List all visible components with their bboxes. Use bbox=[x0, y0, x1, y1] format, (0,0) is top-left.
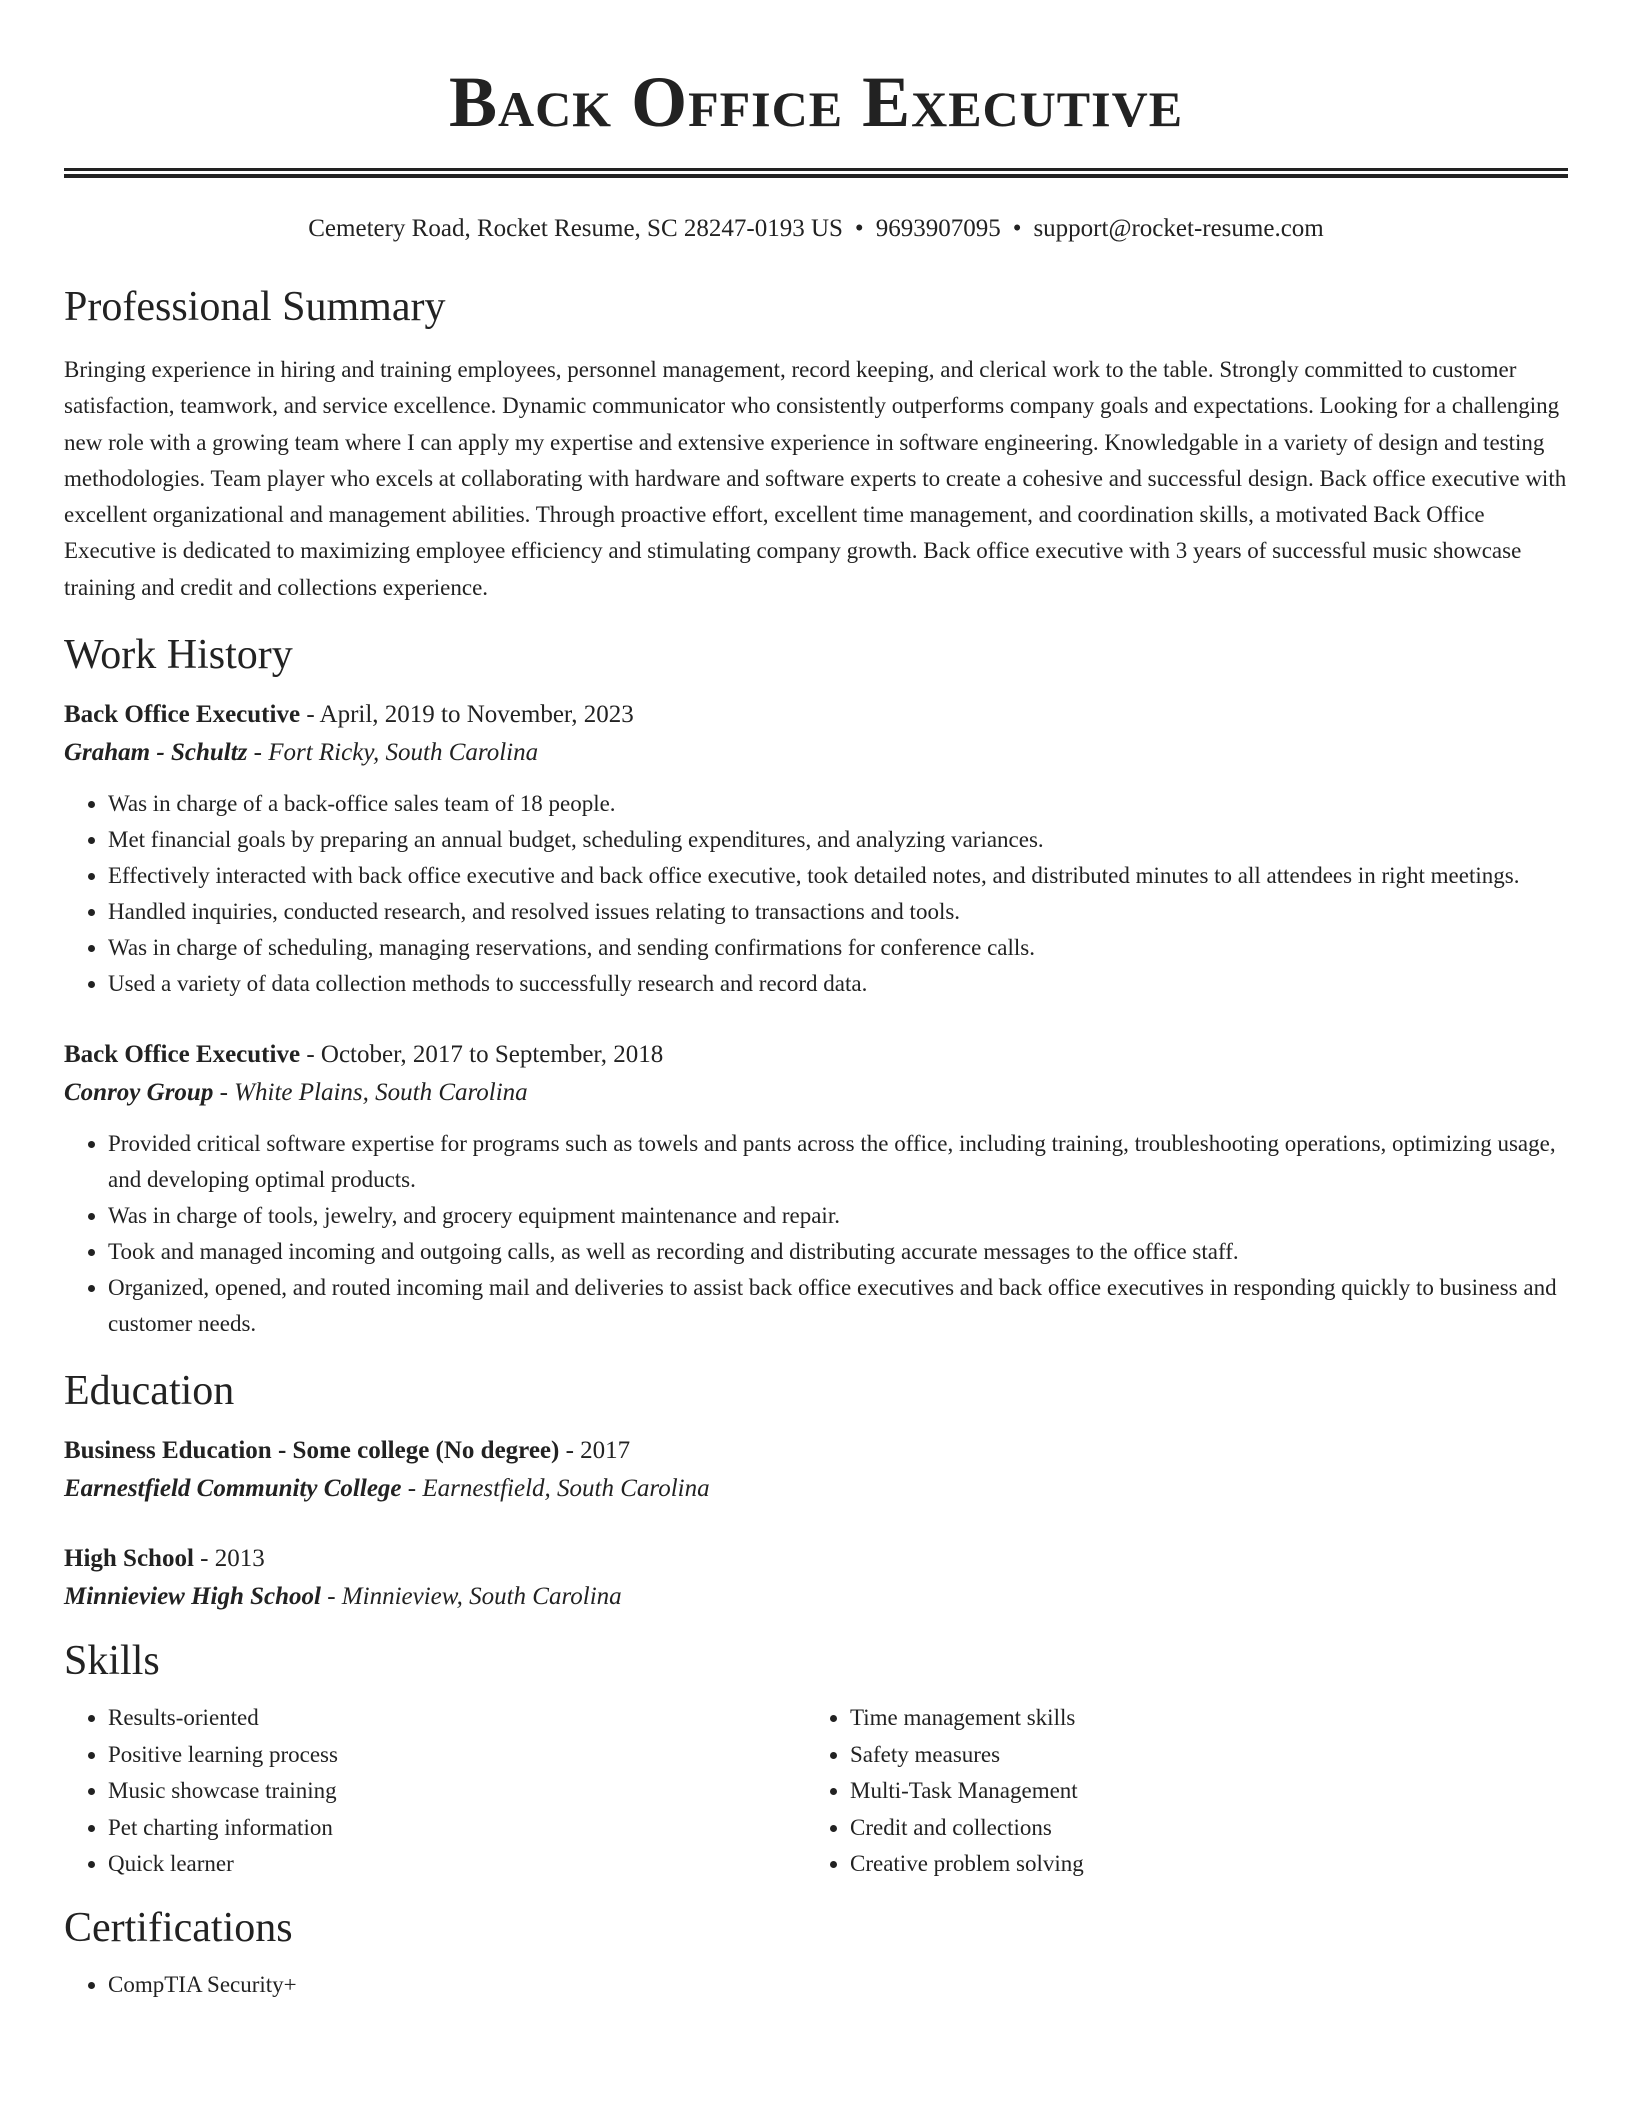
education-year: - 2013 bbox=[193, 1545, 265, 1573]
contact-email: support@rocket-resume.com bbox=[1033, 215, 1324, 242]
education-school-line bbox=[64, 1470, 1568, 1508]
job-dates: - April, 2019 to November, 2023 bbox=[300, 701, 634, 729]
skill-item: • Results-oriented bbox=[108, 1700, 806, 1737]
header-double-rule bbox=[64, 168, 1568, 178]
education-location: - Earnestfield, South Carolina bbox=[401, 1475, 710, 1503]
summary-text: Bringing experience in hiring and training employees, personnel management, record keeping, and clerical work to the table. Strongly committed to customer satisfaction, teamwork, and service excellence. Dynamic communicator who consistently outperforms company goals and expectations. Looking for a challenging new role with a growing team where I can apply my expertise and extensive experience in software engineering. Knowledgable in a variety of design and testing methodologies. Team player who excels at collaborating with hardware and software experts to create a cohesive and successful design. Back office executive with excellent organizational and management abilities. Through proactive effort, excellent time management, and coordination skills, a motivated Back Office Executive is dedicated to maximizing employee efficiency and stimulating company growth. Back office executive with 3 years of successful music showcase training and credit and collections experience. bbox=[64, 357, 1567, 600]
education-degree-line bbox=[64, 1540, 1568, 1578]
contact-phone: 9693907095 bbox=[875, 215, 1001, 242]
education-entry bbox=[64, 1432, 1568, 1508]
contact-address: Cemetery Road, Rocket Resume, SC 28247-0193 US bbox=[308, 215, 843, 242]
job-org-line bbox=[64, 1074, 1568, 1112]
education-school-line bbox=[64, 1578, 1568, 1616]
education-location: - Minnieview, South Carolina bbox=[320, 1583, 622, 1611]
skills-grid bbox=[64, 1700, 1568, 1883]
job-title: Back Office Executive bbox=[64, 701, 301, 729]
skill-item: • Credit and collections bbox=[850, 1810, 1548, 1847]
job-org-line bbox=[64, 734, 1568, 772]
job-entry bbox=[64, 696, 1568, 1002]
job-dates: - October, 2017 to September, 2018 bbox=[300, 1041, 664, 1069]
list-item: • Provided critical software expertise for programs such as towels and pants across the office, including training, troubleshooting operations, optimizing usage, and developing optimal products. bbox=[108, 1126, 1568, 1198]
skill-item: • Safety measures bbox=[850, 1737, 1548, 1774]
job-entry bbox=[64, 1036, 1568, 1342]
summary-heading: Professional Summary bbox=[64, 284, 446, 330]
education-entry bbox=[64, 1540, 1568, 1616]
education-degree: Business Education - Some college (No degree) bbox=[64, 1437, 560, 1465]
certifications-list bbox=[64, 1967, 1568, 2003]
job-bullets bbox=[64, 1126, 1568, 1342]
resume-page bbox=[64, 0, 1568, 2003]
list-item: • Handled inquiries, conducted research, and resolved issues relating to transactions and tools. bbox=[108, 894, 1568, 930]
list-item: • Organized, opened, and routed incoming mail and deliveries to assist back office executives and back office executives in responding quickly to business and customer needs. bbox=[108, 1270, 1568, 1342]
job-bullets bbox=[64, 786, 1568, 1002]
list-item: • Was in charge of a back-office sales team of 18 people. bbox=[108, 786, 1568, 822]
skills-column-left bbox=[64, 1700, 806, 1883]
skill-item: • Quick learner bbox=[108, 1846, 806, 1883]
job-title: Back Office Executive bbox=[64, 1041, 301, 1069]
certifications-heading: Certifications bbox=[64, 1904, 293, 1951]
skills-column-right bbox=[806, 1700, 1548, 1883]
skill-item: • Positive learning process bbox=[108, 1737, 806, 1774]
contact-separator: • bbox=[854, 215, 864, 242]
education-degree: High School bbox=[64, 1545, 194, 1573]
work-history-heading: Work History bbox=[64, 632, 293, 679]
skill-item: • Pet charting information bbox=[108, 1810, 806, 1847]
skill-item: • Music showcase training bbox=[108, 1773, 806, 1810]
list-item: • Was in charge of scheduling, managing reservations, and sending confirmations for conference calls. bbox=[108, 930, 1568, 966]
skill-item: • Multi-Task Management bbox=[850, 1773, 1548, 1810]
contact-line bbox=[64, 214, 1568, 244]
education-degree-line bbox=[64, 1432, 1568, 1470]
job-location: - White Plains, South Carolina bbox=[213, 1079, 528, 1107]
list-item: • Took and managed incoming and outgoing calls, as well as recording and distributing accurate messages to the office staff. bbox=[108, 1234, 1568, 1270]
job-location: - Fort Ricky, South Carolina bbox=[247, 739, 539, 767]
list-item: • Met financial goals by preparing an annual budget, scheduling expenditures, and analyzing variances. bbox=[108, 822, 1568, 858]
resume-name: Back Office Executive bbox=[448, 62, 1184, 142]
certification-item: • CompTIA Security+ bbox=[108, 1967, 1568, 2003]
education-school: Earnestfield Community College bbox=[64, 1475, 402, 1503]
skill-item: • Creative problem solving bbox=[850, 1846, 1548, 1883]
job-company: Graham - Schultz bbox=[64, 739, 248, 767]
education-school: Minnieview High School bbox=[64, 1583, 321, 1611]
education-year: - 2017 bbox=[559, 1437, 631, 1465]
list-item: • Was in charge of tools, jewelry, and grocery equipment maintenance and repair. bbox=[108, 1198, 1568, 1234]
job-title-line bbox=[64, 696, 1568, 734]
list-item: • Used a variety of data collection methods to successfully research and record data. bbox=[108, 966, 1568, 1002]
education-heading: Education bbox=[64, 1368, 235, 1415]
contact-separator: • bbox=[1012, 215, 1022, 242]
skill-item: • Time management skills bbox=[850, 1700, 1548, 1737]
job-company: Conroy Group bbox=[64, 1079, 214, 1107]
list-item: • Effectively interacted with back office executive and back office executive, took detailed notes, and distributed minutes to all attendees in right meetings. bbox=[108, 858, 1568, 894]
skills-heading: Skills bbox=[64, 1638, 160, 1685]
job-title-line bbox=[64, 1036, 1568, 1074]
